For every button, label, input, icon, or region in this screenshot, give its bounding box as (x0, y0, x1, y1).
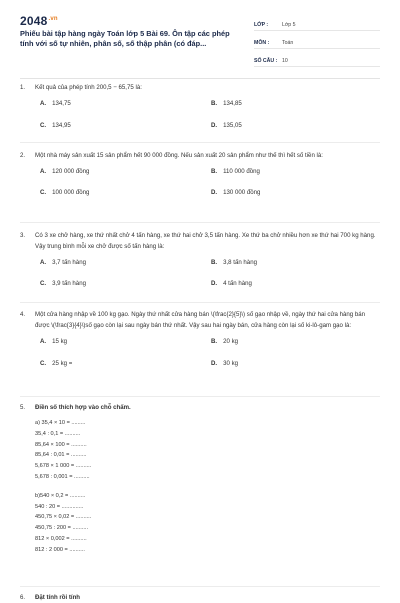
fill-line[interactable]: 812 : 2 000 = .......... (35, 546, 85, 553)
option-letter: A. (40, 338, 47, 345)
option-letter: C. (40, 360, 47, 367)
option-b[interactable] (211, 257, 257, 268)
question-divider (20, 586, 380, 587)
fill-line[interactable]: a) 35,4 × 10 = ......... (35, 420, 86, 426)
option-text: 20 kg (223, 338, 239, 345)
site-logo[interactable] (20, 14, 58, 28)
option-letter: C. (40, 122, 47, 129)
question-5 (20, 402, 380, 556)
question-text: Một cửa hàng nhập về 100 kg gạo. Ngày thứ nhất cửa hàng bán \(\frac{2}{5}\) số gạo nhập về, ngày thứ hai cửa hàng bán được \(\frac{3}{4}\)số gạo còn lại sau ngày bán thứ nhất. Vậy sau hai ngày bán, cửa hàng còn lại số ki-lô-gam gạo là: (35, 311, 366, 329)
option-text: 130 000 đồng (223, 189, 261, 196)
meta-value: 10 (282, 58, 288, 64)
answer-options (40, 98, 380, 138)
option-text: 134,95 (52, 122, 71, 129)
option-letter: D. (211, 122, 218, 129)
question-number: 3. (20, 232, 26, 239)
fill-line[interactable]: 35,4 : 0,1 = .......... (35, 430, 81, 437)
meta-value: Lớp 5 (282, 22, 296, 28)
fill-line[interactable]: 450,75 × 0,02 = .......... (35, 514, 92, 521)
meta-value: Toán (282, 40, 294, 46)
question-divider (20, 142, 380, 143)
question-3 (20, 230, 380, 297)
option-letter: B. (211, 259, 218, 266)
meta-box (254, 16, 380, 70)
question-6 (20, 592, 380, 603)
option-text: 120 000 đồng (52, 168, 90, 175)
option-letter: A. (40, 259, 47, 266)
question-text: Có 3 xe chở hàng, xe thứ nhất chở 4 tấn hàng, xe thứ hai chở 3,5 tấn hàng. Xe thứ ba chở nhiều hơn xe thứ hai 700 kg hàng. Vậy trung bình mỗi xe chở được số tấn hàng là: (35, 232, 376, 250)
option-a[interactable] (40, 166, 89, 177)
question-number: 5. (20, 404, 26, 411)
option-d[interactable] (211, 187, 260, 198)
fill-group-a (35, 418, 380, 483)
question-number: 4. (20, 311, 26, 318)
option-text: 3,8 tấn hàng (223, 259, 257, 266)
question-text: Đặt tính rồi tính (35, 594, 81, 601)
question-number: 1. (20, 84, 26, 91)
question-divider (20, 396, 380, 397)
option-letter: D. (211, 189, 218, 196)
answer-options (40, 336, 380, 376)
option-text: 15 kg (52, 338, 68, 345)
fill-line[interactable]: 450,75 : 200 = .......... (35, 525, 89, 532)
option-b[interactable] (211, 336, 238, 347)
option-a[interactable] (40, 98, 71, 109)
option-d[interactable] (211, 120, 242, 131)
option-letter: C. (40, 280, 47, 287)
question-1 (20, 82, 380, 138)
option-c[interactable] (40, 358, 72, 369)
header-divider (20, 78, 380, 79)
option-a[interactable] (40, 257, 86, 268)
meta-row-subject (254, 34, 380, 49)
logo-text: 2048 (20, 14, 48, 28)
option-text: 134,85 (223, 100, 242, 107)
option-letter: C. (40, 189, 47, 196)
question-number: 6. (20, 594, 26, 601)
fill-line[interactable]: 85,64 : 0,01 = .......... (35, 452, 87, 459)
fill-group-b (35, 491, 380, 556)
option-text: 3,9 tấn hàng (52, 280, 86, 287)
meta-row-class (254, 16, 380, 31)
option-letter: A. (40, 168, 47, 175)
meta-label: MÔN : (254, 40, 270, 46)
question-text: Điền số thích hợp vào chỗ chấm. (35, 404, 131, 411)
meta-label: SỐ CÂU : (254, 58, 278, 64)
fill-line[interactable]: b)540 × 0,2 = .......... (35, 492, 86, 499)
option-text: 100 000 đồng (52, 189, 90, 196)
question-2 (20, 150, 380, 206)
meta-row-count (254, 52, 380, 67)
option-c[interactable] (40, 187, 89, 198)
fill-line[interactable]: 5,678 × 1 000 = .......... (35, 463, 92, 470)
option-b[interactable] (211, 98, 242, 109)
option-c[interactable] (40, 120, 71, 131)
option-letter: B. (211, 168, 218, 175)
option-d[interactable] (211, 278, 252, 289)
option-text: 25 kg = (52, 360, 73, 367)
meta-label: LỚP : (254, 22, 269, 28)
option-b[interactable] (211, 166, 260, 177)
option-text: 4 tấn hàng (223, 280, 252, 287)
option-text: 134,75 (52, 100, 71, 107)
option-text: 3,7 tấn hàng (52, 259, 86, 266)
answer-options (40, 257, 380, 297)
fill-line[interactable]: 85,64 × 100 = .......... (35, 441, 87, 448)
option-letter: D. (211, 360, 218, 367)
question-text: Kết quả của phép tính 200,5 − 65,75 là: (35, 84, 142, 91)
logo-suffix: .vn (48, 16, 58, 22)
question-divider (20, 222, 380, 223)
question-divider (20, 302, 380, 303)
option-letter: B. (211, 338, 218, 345)
option-a[interactable] (40, 336, 67, 347)
worksheet-title: Phiếu bài tập hàng ngày Toán lớp 5 Bài 69. Ôn tập các phép tính với số tự nhiên, phân số, số thập phân (có đáp... (20, 29, 230, 48)
fill-line[interactable]: 5,678 : 0,001 = .......... (35, 473, 90, 480)
option-text: 110 000 đồng (223, 168, 260, 175)
worksheet-header (0, 0, 400, 72)
option-text: 135,05 (223, 122, 242, 129)
fill-line[interactable]: 540 : 20 = .............. (35, 503, 84, 510)
option-letter: B. (211, 100, 218, 107)
option-letter: A. (40, 100, 47, 107)
question-4 (20, 309, 380, 376)
option-d[interactable] (211, 358, 238, 369)
question-text: Một nhà máy sản xuất 15 sản phẩm hết 90 000 đồng. Nếu sản xuất 20 sản phẩm như thế thì hết số tiền là: (35, 152, 323, 159)
question-number: 2. (20, 152, 26, 159)
answer-options (40, 166, 380, 206)
fill-line[interactable]: 812 × 0,002 = .......... (35, 535, 87, 542)
option-letter: D. (211, 280, 218, 287)
option-c[interactable] (40, 278, 86, 289)
option-text: 30 kg (223, 360, 239, 367)
